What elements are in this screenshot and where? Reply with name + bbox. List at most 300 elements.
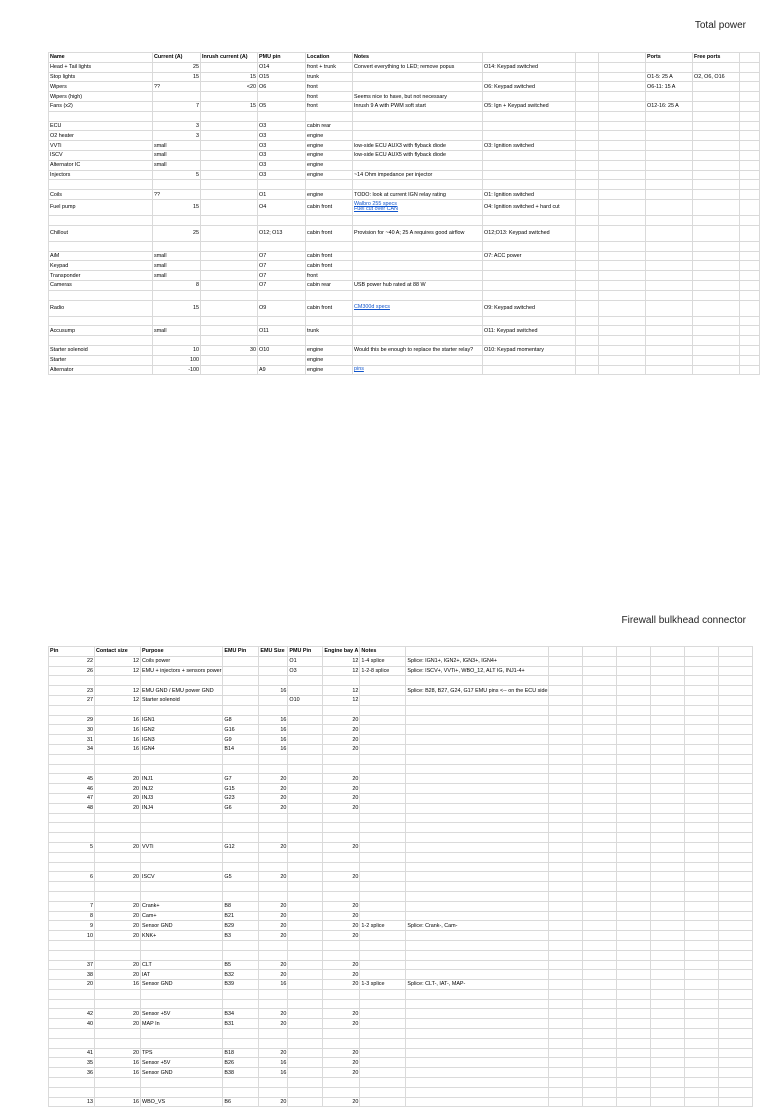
cell[interactable] bbox=[360, 764, 406, 774]
cell[interactable]: 20 bbox=[95, 1019, 141, 1029]
cell[interactable] bbox=[719, 803, 753, 813]
cell[interactable]: 1-2 splice bbox=[360, 921, 406, 931]
cell[interactable] bbox=[740, 326, 760, 336]
cell[interactable]: 20 bbox=[323, 842, 360, 852]
cell[interactable] bbox=[651, 970, 685, 980]
cell[interactable] bbox=[583, 891, 617, 901]
cell[interactable] bbox=[646, 336, 693, 346]
cell[interactable]: 20 bbox=[259, 774, 288, 784]
cell[interactable]: O7 bbox=[258, 280, 306, 290]
cell[interactable] bbox=[141, 940, 223, 950]
cell[interactable] bbox=[549, 842, 583, 852]
cell[interactable] bbox=[646, 271, 693, 281]
cell[interactable]: Engine bay A bbox=[324, 648, 359, 655]
cell[interactable]: O10: Keypad momentary bbox=[483, 345, 576, 355]
cell[interactable] bbox=[258, 290, 306, 300]
cell[interactable] bbox=[323, 1029, 360, 1039]
cell[interactable] bbox=[576, 121, 599, 131]
cell[interactable] bbox=[223, 999, 259, 1009]
cell[interactable] bbox=[406, 647, 549, 657]
cell[interactable] bbox=[259, 1087, 288, 1097]
cell[interactable] bbox=[693, 82, 740, 92]
cell[interactable] bbox=[576, 101, 599, 111]
cell[interactable]: cabin front bbox=[306, 261, 353, 271]
cell[interactable] bbox=[549, 686, 583, 696]
cell[interactable] bbox=[693, 365, 740, 375]
cell[interactable] bbox=[685, 1058, 719, 1068]
cell[interactable] bbox=[693, 251, 740, 261]
cell[interactable]: 48 bbox=[49, 803, 95, 813]
cell[interactable] bbox=[576, 150, 599, 160]
cell[interactable]: B39 bbox=[223, 980, 259, 990]
cell[interactable]: 20 bbox=[259, 784, 288, 794]
cell[interactable]: 3 bbox=[153, 121, 201, 131]
cell[interactable] bbox=[483, 53, 576, 63]
cell[interactable]: 8 bbox=[49, 911, 95, 921]
cell[interactable] bbox=[740, 251, 760, 261]
cell[interactable] bbox=[651, 989, 685, 999]
cell[interactable]: engine bbox=[306, 190, 353, 200]
cell[interactable] bbox=[483, 290, 576, 300]
cell[interactable]: 20 bbox=[259, 960, 288, 970]
cell[interactable] bbox=[223, 764, 259, 774]
cell[interactable]: O1-5: 25 A bbox=[646, 72, 693, 82]
cell[interactable] bbox=[141, 754, 223, 764]
cell[interactable]: 20 bbox=[323, 715, 360, 725]
cell[interactable] bbox=[288, 735, 323, 745]
cell[interactable] bbox=[360, 1058, 406, 1068]
walbro-specs-link[interactable]: Walbro 255 specs bbox=[354, 200, 397, 207]
cell[interactable]: O10 bbox=[288, 695, 323, 705]
cell[interactable] bbox=[617, 647, 651, 657]
cell[interactable]: B18 bbox=[223, 1048, 259, 1058]
cell[interactable]: 20 bbox=[323, 960, 360, 970]
cell[interactable]: 20 bbox=[323, 1009, 360, 1019]
cell[interactable] bbox=[651, 931, 685, 941]
cell[interactable]: 16 bbox=[95, 744, 141, 754]
cell[interactable]: low-side ECU AUX3 with flyback diode bbox=[353, 141, 483, 151]
cell[interactable] bbox=[583, 686, 617, 696]
cell[interactable] bbox=[617, 989, 651, 999]
cell[interactable] bbox=[360, 803, 406, 813]
cell[interactable]: 20 bbox=[49, 980, 95, 990]
cell[interactable] bbox=[617, 676, 651, 686]
cell[interactable] bbox=[258, 316, 306, 326]
cell[interactable] bbox=[719, 950, 753, 960]
cell[interactable] bbox=[685, 980, 719, 990]
cell[interactable] bbox=[599, 121, 646, 131]
cell[interactable]: Notes bbox=[360, 647, 406, 657]
cell[interactable]: 12 bbox=[323, 686, 360, 696]
cell[interactable] bbox=[95, 676, 141, 686]
cell[interactable] bbox=[583, 676, 617, 686]
cell[interactable]: Pin bbox=[49, 647, 95, 657]
cell[interactable] bbox=[651, 950, 685, 960]
cell[interactable]: Coils bbox=[49, 190, 153, 200]
cell[interactable] bbox=[360, 950, 406, 960]
cell[interactable]: 20 bbox=[323, 803, 360, 813]
cell[interactable] bbox=[576, 280, 599, 290]
cell[interactable] bbox=[651, 1048, 685, 1058]
cell[interactable] bbox=[288, 891, 323, 901]
cell[interactable]: Convert everything to LED; remove popus bbox=[353, 62, 483, 72]
cell[interactable] bbox=[583, 970, 617, 980]
cell[interactable] bbox=[95, 862, 141, 872]
cell[interactable] bbox=[201, 290, 258, 300]
cell[interactable] bbox=[223, 676, 259, 686]
cell[interactable] bbox=[549, 744, 583, 754]
cell[interactable] bbox=[583, 1078, 617, 1088]
cell[interactable]: 20 bbox=[95, 911, 141, 921]
cell[interactable]: O7 bbox=[258, 261, 306, 271]
cell[interactable] bbox=[201, 62, 258, 72]
cell[interactable]: B29 bbox=[223, 921, 259, 931]
cell[interactable] bbox=[201, 180, 258, 190]
cell[interactable]: O6-11: 15 A bbox=[646, 82, 693, 92]
cell[interactable] bbox=[719, 647, 753, 657]
cell[interactable] bbox=[685, 999, 719, 1009]
cell[interactable]: Sensor +5V bbox=[141, 1009, 223, 1019]
cell[interactable]: 20 bbox=[95, 784, 141, 794]
cell[interactable]: 15 bbox=[153, 300, 201, 316]
cell[interactable] bbox=[49, 833, 95, 843]
cell[interactable] bbox=[49, 823, 95, 833]
cell[interactable] bbox=[693, 101, 740, 111]
cell[interactable]: 20 bbox=[323, 774, 360, 784]
cell[interactable]: front + trunk bbox=[306, 62, 353, 72]
cell[interactable] bbox=[583, 980, 617, 990]
cell[interactable] bbox=[201, 326, 258, 336]
cell[interactable] bbox=[651, 754, 685, 764]
cell[interactable] bbox=[549, 784, 583, 794]
cell[interactable] bbox=[360, 1068, 406, 1078]
cell[interactable]: 9 bbox=[49, 921, 95, 931]
cell[interactable] bbox=[406, 1097, 549, 1107]
cell[interactable]: 26 bbox=[49, 666, 95, 676]
cell[interactable]: 20 bbox=[323, 1097, 360, 1107]
cell[interactable] bbox=[583, 1038, 617, 1048]
cell[interactable] bbox=[153, 336, 201, 346]
cell[interactable] bbox=[95, 833, 141, 843]
cell[interactable] bbox=[685, 695, 719, 705]
cell[interactable] bbox=[549, 980, 583, 990]
cell[interactable]: small bbox=[153, 150, 201, 160]
cell[interactable] bbox=[617, 833, 651, 843]
cell[interactable] bbox=[646, 326, 693, 336]
cell[interactable] bbox=[617, 705, 651, 715]
cell[interactable] bbox=[646, 150, 693, 160]
cell[interactable] bbox=[583, 842, 617, 852]
cell[interactable] bbox=[549, 1029, 583, 1039]
cell[interactable]: O3 bbox=[258, 150, 306, 160]
cell[interactable] bbox=[288, 1029, 323, 1039]
cell[interactable]: 20 bbox=[259, 793, 288, 803]
cell[interactable]: B32 bbox=[223, 970, 259, 980]
cell[interactable] bbox=[258, 111, 306, 121]
cell[interactable] bbox=[583, 1048, 617, 1058]
cell[interactable] bbox=[95, 705, 141, 715]
cell[interactable] bbox=[549, 823, 583, 833]
cell[interactable]: 20 bbox=[259, 970, 288, 980]
cell[interactable] bbox=[599, 131, 646, 141]
cell[interactable] bbox=[323, 989, 360, 999]
cell[interactable]: Coils power bbox=[141, 656, 223, 666]
cell[interactable] bbox=[685, 891, 719, 901]
cell[interactable]: 13 bbox=[49, 1097, 95, 1107]
cell[interactable] bbox=[259, 695, 288, 705]
cell[interactable] bbox=[141, 1078, 223, 1088]
cell[interactable]: TODO: look at current IGN relay rating bbox=[353, 190, 483, 200]
cell[interactable] bbox=[549, 1097, 583, 1107]
cell[interactable] bbox=[651, 705, 685, 715]
cell[interactable] bbox=[583, 695, 617, 705]
cell[interactable] bbox=[685, 833, 719, 843]
cell[interactable] bbox=[583, 1029, 617, 1039]
cell[interactable] bbox=[576, 290, 599, 300]
cell[interactable] bbox=[288, 931, 323, 941]
cell[interactable] bbox=[719, 793, 753, 803]
cell[interactable] bbox=[483, 180, 576, 190]
cell[interactable] bbox=[693, 241, 740, 251]
cell[interactable]: small bbox=[153, 251, 201, 261]
cell[interactable] bbox=[201, 111, 258, 121]
cell[interactable] bbox=[719, 970, 753, 980]
cell[interactable] bbox=[740, 190, 760, 200]
cell[interactable] bbox=[360, 1097, 406, 1107]
cell[interactable]: 20 bbox=[259, 1009, 288, 1019]
cell[interactable] bbox=[583, 823, 617, 833]
cell[interactable] bbox=[406, 999, 549, 1009]
cell[interactable] bbox=[483, 72, 576, 82]
cell[interactable]: small bbox=[153, 160, 201, 170]
cell[interactable] bbox=[153, 180, 201, 190]
cell[interactable] bbox=[153, 92, 201, 102]
cell[interactable] bbox=[406, 744, 549, 754]
cell[interactable] bbox=[719, 989, 753, 999]
cell[interactable] bbox=[49, 316, 153, 326]
cell[interactable] bbox=[617, 695, 651, 705]
cell[interactable] bbox=[288, 725, 323, 735]
cell[interactable] bbox=[549, 793, 583, 803]
cell[interactable] bbox=[719, 686, 753, 696]
cell[interactable]: O15 bbox=[258, 72, 306, 82]
cell[interactable]: 7 bbox=[153, 101, 201, 111]
cell[interactable] bbox=[719, 901, 753, 911]
cell[interactable] bbox=[646, 131, 693, 141]
cell[interactable] bbox=[306, 241, 353, 251]
cell[interactable]: 20 bbox=[259, 931, 288, 941]
cell[interactable] bbox=[719, 980, 753, 990]
cell[interactable] bbox=[549, 999, 583, 1009]
cell[interactable] bbox=[576, 62, 599, 72]
cell[interactable]: 45 bbox=[49, 774, 95, 784]
cell[interactable]: B38 bbox=[223, 1068, 259, 1078]
cell[interactable]: Radio bbox=[49, 300, 153, 316]
cell[interactable] bbox=[288, 803, 323, 813]
cell[interactable] bbox=[583, 1068, 617, 1078]
cell[interactable]: Injectors bbox=[49, 170, 153, 180]
cell[interactable]: Notes bbox=[353, 53, 483, 63]
cell[interactable] bbox=[360, 842, 406, 852]
cell[interactable] bbox=[360, 901, 406, 911]
cell[interactable] bbox=[360, 676, 406, 686]
cell[interactable] bbox=[651, 842, 685, 852]
cell[interactable]: 30 bbox=[49, 725, 95, 735]
cell[interactable] bbox=[49, 111, 153, 121]
cell[interactable] bbox=[599, 355, 646, 365]
cell[interactable]: B21 bbox=[223, 911, 259, 921]
cell[interactable] bbox=[141, 813, 223, 823]
cell[interactable]: Wipers bbox=[49, 82, 153, 92]
cell[interactable] bbox=[223, 813, 259, 823]
cell[interactable] bbox=[288, 1078, 323, 1088]
cell[interactable] bbox=[288, 911, 323, 921]
cell[interactable]: Cam+ bbox=[141, 911, 223, 921]
cell[interactable] bbox=[353, 326, 483, 336]
cell[interactable] bbox=[719, 911, 753, 921]
cell[interactable] bbox=[693, 326, 740, 336]
cell[interactable] bbox=[353, 180, 483, 190]
cell[interactable] bbox=[617, 813, 651, 823]
cell[interactable] bbox=[617, 999, 651, 1009]
cell[interactable] bbox=[360, 960, 406, 970]
cell[interactable] bbox=[49, 1087, 95, 1097]
cell[interactable]: 20 bbox=[95, 774, 141, 784]
cell[interactable] bbox=[141, 852, 223, 862]
cell[interactable] bbox=[323, 833, 360, 843]
cell[interactable] bbox=[259, 1078, 288, 1088]
cell[interactable] bbox=[740, 53, 760, 63]
cell[interactable] bbox=[583, 784, 617, 794]
cell[interactable]: Keypad bbox=[49, 261, 153, 271]
cell[interactable] bbox=[549, 647, 583, 657]
cell[interactable]: O2, O6, O16 bbox=[693, 72, 740, 82]
cell[interactable] bbox=[141, 1087, 223, 1097]
cell[interactable] bbox=[406, 1068, 549, 1078]
cell[interactable] bbox=[646, 290, 693, 300]
cell[interactable] bbox=[719, 705, 753, 715]
cell[interactable]: O3 bbox=[288, 666, 323, 676]
cell[interactable] bbox=[95, 950, 141, 960]
cell[interactable]: 5 bbox=[49, 842, 95, 852]
cell[interactable] bbox=[406, 1078, 549, 1088]
cell[interactable] bbox=[583, 901, 617, 911]
cell[interactable] bbox=[646, 92, 693, 102]
cell[interactable] bbox=[353, 271, 483, 281]
cell[interactable]: 20 bbox=[323, 1019, 360, 1029]
cell[interactable] bbox=[323, 1087, 360, 1097]
cell[interactable] bbox=[599, 160, 646, 170]
cell[interactable] bbox=[353, 251, 483, 261]
cell[interactable] bbox=[740, 170, 760, 180]
cell[interactable] bbox=[685, 862, 719, 872]
cell[interactable] bbox=[288, 1048, 323, 1058]
cell[interactable]: G8 bbox=[223, 715, 259, 725]
cell[interactable] bbox=[646, 170, 693, 180]
cell[interactable] bbox=[549, 803, 583, 813]
cell[interactable] bbox=[740, 290, 760, 300]
cell[interactable]: 20 bbox=[323, 911, 360, 921]
cell[interactable] bbox=[719, 725, 753, 735]
cell[interactable]: Location bbox=[306, 53, 353, 63]
cell[interactable] bbox=[223, 882, 259, 892]
cell[interactable] bbox=[259, 862, 288, 872]
cell[interactable]: cabin front bbox=[306, 300, 353, 316]
cell[interactable] bbox=[617, 882, 651, 892]
cell[interactable] bbox=[483, 280, 576, 290]
cell[interactable] bbox=[259, 813, 288, 823]
cell[interactable] bbox=[323, 891, 360, 901]
cell[interactable] bbox=[719, 774, 753, 784]
cell[interactable] bbox=[483, 131, 576, 141]
cell[interactable] bbox=[49, 882, 95, 892]
cell[interactable] bbox=[651, 852, 685, 862]
cell[interactable] bbox=[306, 215, 353, 225]
cell[interactable] bbox=[740, 345, 760, 355]
cell[interactable] bbox=[599, 199, 646, 215]
cell[interactable] bbox=[141, 676, 223, 686]
cell[interactable]: 12 bbox=[323, 666, 360, 676]
cell[interactable] bbox=[599, 241, 646, 251]
cell[interactable]: 15 bbox=[201, 72, 258, 82]
cell[interactable] bbox=[719, 695, 753, 705]
cell[interactable] bbox=[483, 111, 576, 121]
cell[interactable]: B34 bbox=[223, 1009, 259, 1019]
cell[interactable] bbox=[685, 1078, 719, 1088]
cell[interactable] bbox=[259, 999, 288, 1009]
cell[interactable] bbox=[646, 111, 693, 121]
cell[interactable] bbox=[719, 862, 753, 872]
cell[interactable] bbox=[258, 336, 306, 346]
cell[interactable]: 34 bbox=[49, 744, 95, 754]
cell[interactable] bbox=[599, 336, 646, 346]
cell[interactable] bbox=[599, 251, 646, 261]
cell[interactable]: 16 bbox=[95, 1097, 141, 1107]
cell[interactable]: VVTi bbox=[141, 842, 223, 852]
cell[interactable] bbox=[685, 705, 719, 715]
cell[interactable]: G15 bbox=[223, 784, 259, 794]
cell[interactable] bbox=[583, 1097, 617, 1107]
cell[interactable] bbox=[360, 970, 406, 980]
cell[interactable] bbox=[583, 725, 617, 735]
cell[interactable]: 8 bbox=[153, 280, 201, 290]
cell[interactable] bbox=[360, 833, 406, 843]
cell[interactable] bbox=[740, 215, 760, 225]
cell[interactable] bbox=[141, 1038, 223, 1048]
cell[interactable]: O10 bbox=[258, 345, 306, 355]
cell[interactable]: B5 bbox=[223, 960, 259, 970]
cell[interactable] bbox=[549, 852, 583, 862]
cell[interactable] bbox=[201, 190, 258, 200]
cell[interactable] bbox=[685, 666, 719, 676]
cell[interactable]: 20 bbox=[95, 931, 141, 941]
cell[interactable] bbox=[651, 940, 685, 950]
cell[interactable] bbox=[651, 980, 685, 990]
cell[interactable] bbox=[576, 131, 599, 141]
cell[interactable] bbox=[599, 53, 646, 63]
cell[interactable] bbox=[719, 784, 753, 794]
cell[interactable] bbox=[651, 911, 685, 921]
cell[interactable] bbox=[95, 1078, 141, 1088]
cell[interactable] bbox=[223, 833, 259, 843]
cell[interactable] bbox=[719, 1029, 753, 1039]
cell[interactable]: O11 bbox=[258, 326, 306, 336]
cell[interactable] bbox=[406, 774, 549, 784]
cell[interactable] bbox=[646, 62, 693, 72]
cell[interactable] bbox=[353, 290, 483, 300]
cell[interactable] bbox=[406, 793, 549, 803]
cell[interactable] bbox=[49, 754, 95, 764]
